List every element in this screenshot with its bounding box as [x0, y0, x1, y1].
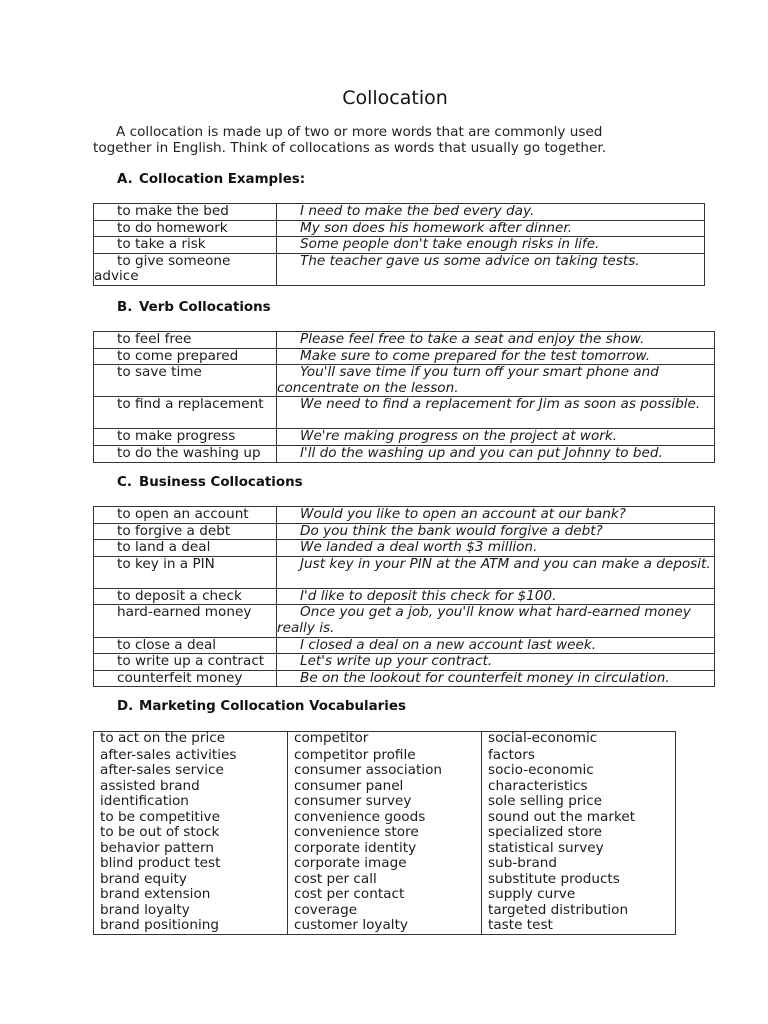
- example-sentence: Let's write up your contract.: [277, 654, 715, 671]
- vocab-item: sole selling price: [488, 793, 603, 809]
- vocab-item: competitor: [294, 730, 369, 746]
- page-title: Collocation: [342, 87, 448, 109]
- vocab-item: taste test: [488, 917, 553, 933]
- table-row: [94, 540, 715, 557]
- collocation-term: to come prepared: [94, 348, 277, 365]
- collocation-term: to land a deal: [94, 540, 277, 557]
- vocab-column-2: [288, 732, 482, 935]
- section-a-heading: [117, 172, 305, 188]
- table-row: [94, 588, 715, 605]
- vocab-item: to be competitive: [100, 808, 220, 825]
- collocation-term: to close a deal: [94, 637, 277, 654]
- vocab-item: socio-economic: [488, 762, 594, 778]
- collocation-term: to open an account: [94, 507, 277, 524]
- table-row: [94, 220, 705, 237]
- vocab-item: behavior pattern: [100, 839, 214, 856]
- vocab-item: corporate image: [294, 855, 407, 871]
- vocab-item: after-sales activities: [100, 746, 237, 763]
- vocab-item: substitute products: [488, 870, 620, 887]
- collocation-term: to make the bed: [94, 204, 277, 221]
- table-row: [94, 605, 715, 637]
- table-row: [94, 397, 715, 429]
- example-sentence: Once you get a job, you'll know what hard-earned money really is.: [277, 605, 715, 637]
- vocab-item: competitor profile: [294, 746, 416, 763]
- example-sentence: Do you think the bank would forgive a debt?: [277, 523, 715, 540]
- collocation-term: to find a replacement: [94, 397, 277, 429]
- vocab-item: sound out the market: [488, 808, 636, 825]
- collocation-term: to do homework: [94, 220, 277, 237]
- collocation-term: to do the washing up: [94, 445, 277, 462]
- example-sentence: The teacher gave us some advice on taking tests.: [277, 253, 705, 285]
- table-row: [94, 237, 705, 254]
- vocab-item: brand loyalty: [100, 901, 190, 918]
- section-d-heading: [117, 699, 406, 715]
- example-sentence: We need to find a replacement for Jim as soon as possible.: [277, 397, 715, 429]
- table-row: [94, 365, 715, 397]
- example-sentence: We landed a deal worth $3 million.: [277, 540, 715, 557]
- collocation-term: to feel free: [94, 332, 277, 349]
- vocab-item: targeted distribution: [488, 901, 629, 918]
- collocation-term: hard-earned money: [94, 605, 277, 637]
- vocab-item: coverage: [294, 901, 358, 918]
- vocab-item: customer loyalty: [294, 917, 408, 933]
- vocab-item: sub-brand: [488, 855, 558, 871]
- table-row: [94, 445, 715, 462]
- example-sentence: I need to make the bed every day.: [277, 204, 705, 221]
- table-row: [94, 507, 715, 524]
- table-row: [94, 253, 705, 285]
- vocab-item: convenience store: [294, 824, 419, 840]
- vocab-item: identification: [100, 793, 189, 809]
- example-sentence: I closed a deal on a new account last week.: [277, 637, 715, 654]
- section-b-title: Verb Collocations: [139, 300, 271, 315]
- vocab-item: factors: [488, 746, 535, 763]
- vocab-item: to be out of stock: [100, 824, 220, 840]
- vocab-item: brand positioning: [100, 917, 219, 933]
- vocab-item: brand equity: [100, 870, 187, 887]
- section-b-letter: B.: [117, 300, 133, 315]
- section-d-letter: D.: [117, 699, 134, 714]
- table-row: [94, 332, 715, 349]
- vocab-item: specialized store: [488, 824, 603, 840]
- vocab-item: consumer panel: [294, 777, 404, 794]
- vocab-item: convenience goods: [294, 808, 426, 825]
- collocation-examples-table: [93, 203, 705, 286]
- vocab-item: blind product test: [100, 855, 221, 871]
- vocab-item: statistical survey: [488, 839, 604, 856]
- vocab-item: after-sales service: [100, 762, 224, 778]
- vocab-item: corporate identity: [294, 839, 417, 856]
- table-row: [94, 556, 715, 588]
- example-sentence: I'll do the washing up and you can put Johnny to bed.: [277, 445, 715, 462]
- vocab-item: consumer survey: [294, 793, 412, 809]
- vocab-column-1: [94, 732, 288, 935]
- table-row: [94, 637, 715, 654]
- vocab-item: consumer association: [294, 762, 443, 778]
- table-row: [94, 670, 715, 687]
- collocation-term: to make progress: [94, 429, 277, 446]
- section-a-letter: A.: [117, 172, 133, 187]
- vocab-item: cost per call: [294, 870, 377, 887]
- example-sentence: Be on the lookout for counterfeit money in circulation.: [277, 670, 715, 687]
- collocation-term: to deposit a check: [94, 588, 277, 605]
- vocab-item: characteristics: [488, 777, 588, 794]
- collocation-term: to forgive a debt: [94, 523, 277, 540]
- vocab-item: assisted brand: [100, 777, 200, 794]
- table-row: [94, 204, 705, 221]
- marketing-vocabulary-table: [93, 731, 676, 935]
- section-c-title: Business Collocations: [139, 475, 303, 490]
- vocab-item: to act on the price: [100, 730, 226, 746]
- example-sentence: Some people don't take enough risks in life.: [277, 237, 705, 254]
- vocab-column-3: [482, 732, 676, 935]
- example-sentence: My son does his homework after dinner.: [277, 220, 705, 237]
- vocab-item: cost per contact: [294, 886, 405, 902]
- vocab-item: social-economic: [488, 730, 598, 746]
- collocation-term: to write up a contract: [94, 654, 277, 671]
- table-row: [94, 348, 715, 365]
- collocation-term: to save time: [94, 365, 277, 397]
- table-row: [94, 523, 715, 540]
- collocation-term: to give someone advice: [94, 253, 277, 285]
- section-c-letter: C.: [117, 475, 132, 490]
- section-c-heading: [117, 475, 303, 491]
- business-collocations-table: [93, 506, 715, 687]
- section-d-title: Marketing Collocation Vocabularies: [139, 699, 406, 714]
- table-row: [94, 654, 715, 671]
- example-sentence: You'll save time if you turn off your smart phone and concentrate on the lesson.: [277, 365, 715, 397]
- example-sentence: We're making progress on the project at work.: [277, 429, 715, 446]
- example-sentence: Please feel free to take a seat and enjoy the show.: [277, 332, 715, 349]
- table-row: [94, 429, 715, 446]
- example-sentence: Would you like to open an account at our bank?: [277, 507, 715, 524]
- vocab-item: brand extension: [100, 886, 211, 902]
- example-sentence: I'd like to deposit this check for $100.: [277, 588, 715, 605]
- collocation-term: to take a risk: [94, 237, 277, 254]
- collocation-term: counterfeit money: [94, 670, 277, 687]
- section-b-heading: [117, 300, 271, 316]
- collocation-term: to key in a PIN: [94, 556, 277, 588]
- example-sentence: Just key in your PIN at the ATM and you can make a deposit.: [277, 556, 715, 588]
- intro-paragraph: A collocation is made up of two or more words that are commonly used together in English. Think of collocations as words that usually go together.: [93, 124, 607, 156]
- verb-collocations-table: [93, 331, 715, 463]
- example-sentence: Make sure to come prepared for the test tomorrow.: [277, 348, 715, 365]
- section-a-title: Collocation Examples:: [139, 172, 306, 187]
- vocab-item: supply curve: [488, 886, 576, 902]
